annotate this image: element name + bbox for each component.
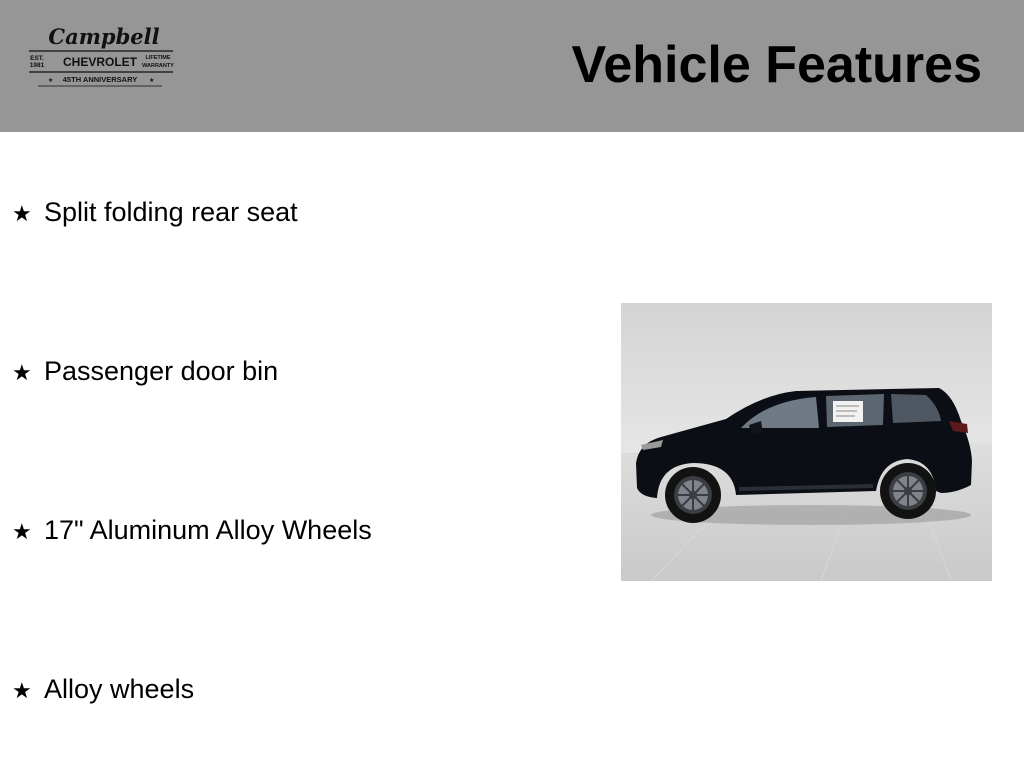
star-icon: ★: [12, 519, 32, 544]
header-banner: [0, 0, 1024, 132]
logo-warranty-2: WARRANTY: [142, 63, 174, 69]
logo-brand: CHEVROLET: [62, 55, 138, 69]
star-icon: ★: [12, 678, 32, 703]
feature-item: [12, 354, 278, 390]
logo-warranty-1: LIFETIME: [145, 55, 171, 61]
svg-text:★: ★: [48, 78, 54, 84]
logo-year: 1981: [29, 62, 45, 69]
feature-label: Alloy wheels: [44, 674, 195, 704]
page-title: Vehicle Features: [571, 36, 982, 94]
feature-label: 17" Aluminum Alloy Wheels: [44, 515, 372, 545]
svg-text:★: ★: [149, 78, 155, 84]
feature-item: [12, 513, 372, 549]
feature-item: [12, 195, 298, 231]
feature-item: [12, 672, 194, 708]
logo-est: EST.: [30, 55, 44, 62]
logo-script: Campbell: [48, 24, 160, 49]
dealer-logo: [26, 24, 176, 90]
feature-label: Passenger door bin: [44, 356, 279, 386]
star-icon: ★: [12, 201, 32, 226]
star-icon: ★: [12, 360, 32, 385]
feature-label: Split folding rear seat: [44, 197, 298, 227]
logo-anniversary: 45TH ANNIVERSARY: [62, 75, 138, 84]
vehicle-photo: [621, 303, 992, 581]
